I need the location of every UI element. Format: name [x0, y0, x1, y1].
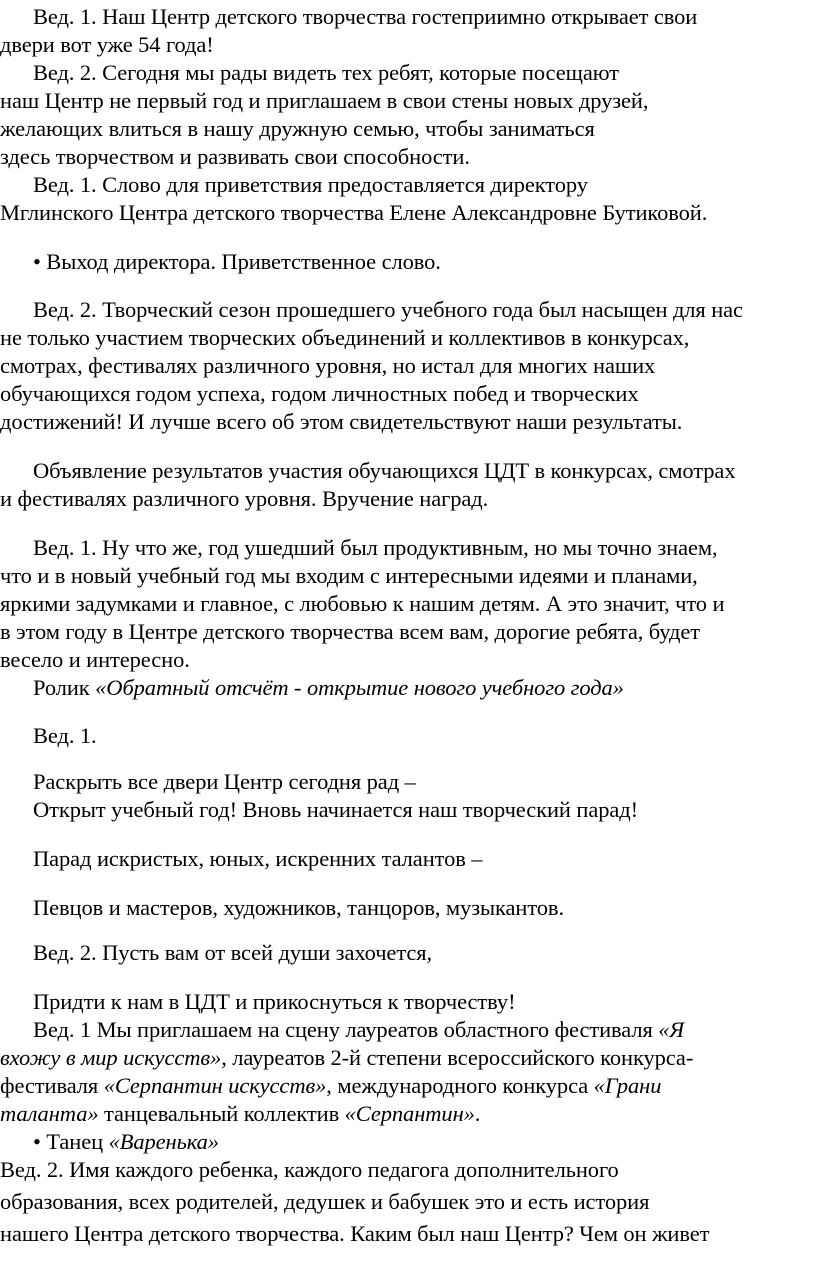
contest-name: «Грани	[593, 1073, 662, 1098]
text-segment: Ролик	[33, 675, 96, 700]
text-line: весело и интересно.	[0, 647, 190, 672]
text-line: Вед. 1. Слово для приветствия предоставляется директору	[33, 172, 588, 197]
collective-name: «Серпантин»	[344, 1101, 475, 1126]
text-line: Вед. 1. Ну что же, год ушедший был продуктивным, но мы точно знаем,	[33, 535, 718, 560]
text-line: здесь творчеством и развивать свои способности.	[0, 144, 470, 169]
dance-name: «Варенька»	[108, 1129, 219, 1154]
festival-name: вхожу в мир искусств»	[0, 1045, 222, 1070]
text-line: Певцов и мастеров, художников, танцоров, музыкантов.	[33, 895, 564, 920]
text-segment: • Танец	[33, 1129, 109, 1154]
text-line	[33, 677, 624, 700]
festival-name: «Серпантин искусств»	[103, 1073, 327, 1098]
text-segment: , международного конкурса	[326, 1073, 594, 1098]
text-segment: фестиваля	[0, 1073, 104, 1098]
text-line: Вед. 1.	[33, 723, 97, 748]
contest-name: таланта»	[0, 1101, 99, 1126]
text-line: достижений! И лучше всего об этом свидетельствуют наши результаты.	[0, 409, 683, 434]
text-line: образования, всех родителей, дедушек и бабушек это и есть история	[0, 1189, 650, 1214]
text-line	[33, 1019, 684, 1042]
text-segment: танцевальный коллектив	[98, 1101, 345, 1126]
text-segment: , лауреатов 2-й степени всероссийского конкурса-	[221, 1045, 694, 1070]
text-segment: .	[474, 1101, 481, 1126]
text-line: Объявление результатов участия обучающихся ЦДТ в конкурсах, смотрах	[33, 458, 736, 483]
text-line: Вед. 2. Сегодня мы рады видеть тех ребят, которые посещают	[33, 60, 619, 85]
text-line: в этом году в Центре детского творчества всем вам, дорогие ребята, будет	[0, 619, 700, 644]
text-line	[0, 1075, 661, 1098]
text-line: Вед. 1. Наш Центр детского творчества гостеприимно открывает свои	[33, 4, 698, 29]
text-line	[0, 1047, 693, 1070]
text-line: и фестивалях различного уровня. Вручение наград.	[0, 486, 489, 511]
text-line: нашего Центра детского творчества. Каким был наш Центр? Чем он живет	[0, 1221, 710, 1246]
text-line: яркими задумками и главное, с любовью к нашим детям. А это значит, что и	[0, 591, 725, 616]
text-line: Раскрыть все двери Центр сегодня рад –	[33, 769, 416, 794]
text-line: Парад искристых, юных, искренних талантов –	[33, 846, 483, 871]
text-line: смотрах, фестивалях различного уровня, но истал для многих наших	[0, 353, 656, 378]
text-line: Придти к нам в ЦДТ и прикоснуться к творчеству!	[33, 989, 516, 1014]
text-line: что и в новый учебный год мы входим с интересными идеями и планами,	[0, 563, 698, 588]
text-segment: Вед. 1 Мы приглашаем на сцену лауреатов областного фестиваля	[33, 1017, 659, 1042]
text-line: • Выход директора. Приветственное слово.	[33, 249, 441, 274]
text-line: Мглинского Центра детского творчества Елене Александровне Бутиковой.	[0, 200, 708, 225]
text-line: не только участием творческих объединений и коллективов в конкурсах,	[0, 325, 690, 350]
video-title: «Обратный отсчёт - открытие нового учебного года»	[95, 675, 624, 700]
text-line: наш Центр не первый год и приглашаем в свои стены новых друзей,	[0, 88, 649, 113]
text-line: Вед. 2. Творческий сезон прошедшего учебного года был насыщен для нас	[33, 297, 743, 322]
text-line: двери вот уже 54 года!	[0, 32, 214, 57]
text-line: обучающихся годом успеха, годом личностных побед и творческих	[0, 381, 639, 406]
text-line: Вед. 2. Пусть вам от всей души захочется,	[33, 940, 432, 965]
text-line	[0, 1103, 480, 1126]
text-line: Вед. 2. Имя каждого ребенка, каждого педагога дополнительного	[0, 1157, 619, 1182]
text-line: Открыт учебный год! Вновь начинается наш творческий парад!	[33, 797, 638, 822]
festival-name: «Я	[658, 1017, 685, 1042]
text-line	[33, 1131, 219, 1154]
text-line: желающих влиться в нашу дружную семью, чтобы заниматься	[0, 116, 595, 141]
